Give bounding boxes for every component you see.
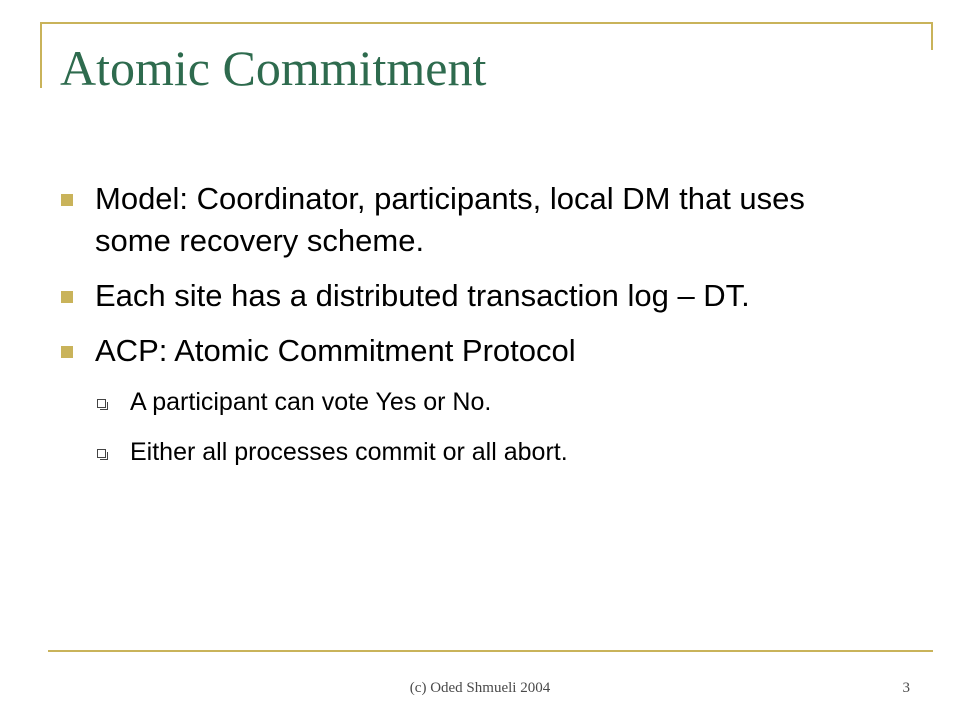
bullet-item xyxy=(60,275,860,317)
bullet-list xyxy=(60,178,860,485)
bullet-item xyxy=(60,178,860,262)
top-rule xyxy=(40,22,933,24)
page-number: 3 xyxy=(902,680,910,696)
sub-bullet-item xyxy=(95,435,860,469)
left-rule xyxy=(40,22,42,88)
bottom-rule xyxy=(48,650,933,652)
square-bullet-icon xyxy=(61,291,73,303)
sub-bullet-text: Either all processes commit or all abort. xyxy=(130,438,568,466)
sub-bullet-text: A participant can vote Yes or No. xyxy=(130,388,492,416)
bullet-text: Each site has a distributed transaction log – DT. xyxy=(95,278,750,313)
bullet-text: Model: Coordinator, participants, local DM that uses some recovery scheme. xyxy=(95,181,805,258)
hollow-square-bullet-icon xyxy=(97,399,106,408)
sub-bullet-item xyxy=(95,385,860,419)
square-bullet-icon xyxy=(61,194,73,206)
square-bullet-icon xyxy=(61,346,73,358)
slide-title: Atomic Commitment xyxy=(60,40,487,96)
right-rule xyxy=(931,22,933,50)
hollow-square-bullet-icon xyxy=(97,449,106,458)
bullet-item xyxy=(60,330,860,372)
footer-text: (c) Oded Shmueli 2004 xyxy=(409,680,551,696)
bullet-text: ACP: Atomic Commitment Protocol xyxy=(95,333,576,368)
